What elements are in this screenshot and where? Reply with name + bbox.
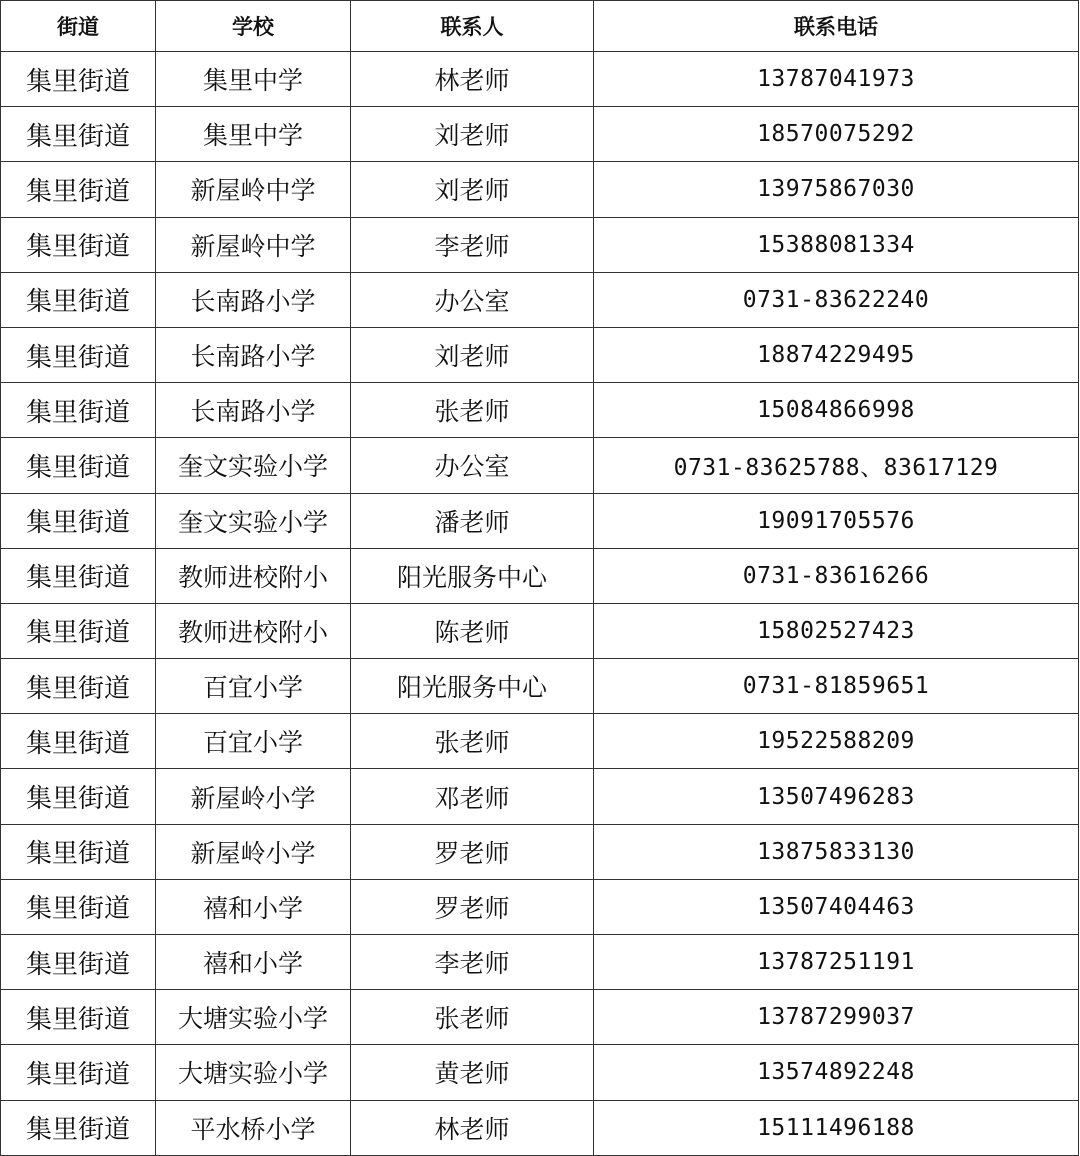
street-cell: 集里街道 <box>1 548 156 603</box>
school-cell: 集里中学 <box>156 107 351 162</box>
table-row <box>1 935 1079 990</box>
phone-cell: 13787299037 <box>594 990 1079 1045</box>
table-row <box>1 714 1079 769</box>
header-street: 街道 <box>1 1 156 52</box>
phone-cell: 19522588209 <box>594 714 1079 769</box>
contact-person-cell: 罗老师 <box>351 824 594 879</box>
table-row <box>1 1045 1079 1100</box>
phone-cell: 18570075292 <box>594 107 1079 162</box>
street-cell: 集里街道 <box>1 493 156 548</box>
table-row <box>1 272 1079 327</box>
contact-person-cell: 邓老师 <box>351 769 594 824</box>
phone-cell: 13507404463 <box>594 879 1079 934</box>
contact-person-cell: 刘老师 <box>351 162 594 217</box>
phone-cell: 15802527423 <box>594 603 1079 658</box>
street-cell: 集里街道 <box>1 769 156 824</box>
table-row <box>1 603 1079 658</box>
street-cell: 集里街道 <box>1 52 156 107</box>
table-row <box>1 769 1079 824</box>
contact-person-cell: 阳光服务中心 <box>351 659 594 714</box>
school-cell: 新屋岭小学 <box>156 824 351 879</box>
school-cell: 教师进校附小 <box>156 603 351 658</box>
contact-person-cell: 林老师 <box>351 52 594 107</box>
street-cell: 集里街道 <box>1 824 156 879</box>
table-row <box>1 990 1079 1045</box>
phone-cell: 18874229495 <box>594 327 1079 382</box>
street-cell: 集里街道 <box>1 438 156 493</box>
table-row <box>1 548 1079 603</box>
street-cell: 集里街道 <box>1 272 156 327</box>
header-contact-person: 联系人 <box>351 1 594 52</box>
contact-person-cell: 办公室 <box>351 438 594 493</box>
contact-person-cell: 黄老师 <box>351 1045 594 1100</box>
street-cell: 集里街道 <box>1 217 156 272</box>
contact-person-cell: 张老师 <box>351 714 594 769</box>
phone-cell: 0731-81859651 <box>594 659 1079 714</box>
street-cell: 集里街道 <box>1 162 156 217</box>
street-cell: 集里街道 <box>1 1100 156 1155</box>
street-cell: 集里街道 <box>1 935 156 990</box>
phone-cell: 13787251191 <box>594 935 1079 990</box>
street-cell: 集里街道 <box>1 1045 156 1100</box>
contact-person-cell: 潘老师 <box>351 493 594 548</box>
table-row <box>1 1100 1079 1155</box>
phone-cell: 15084866998 <box>594 383 1079 438</box>
table-header <box>1 1 1079 52</box>
contact-person-cell: 张老师 <box>351 990 594 1045</box>
contact-person-cell: 刘老师 <box>351 107 594 162</box>
phone-cell: 13975867030 <box>594 162 1079 217</box>
table-row <box>1 327 1079 382</box>
school-cell: 百宜小学 <box>156 714 351 769</box>
contact-person-cell: 刘老师 <box>351 327 594 382</box>
phone-cell: 0731-83616266 <box>594 548 1079 603</box>
table-row <box>1 824 1079 879</box>
school-cell: 长南路小学 <box>156 327 351 382</box>
school-cell: 新屋岭小学 <box>156 769 351 824</box>
school-cell: 奎文实验小学 <box>156 438 351 493</box>
phone-cell: 13787041973 <box>594 52 1079 107</box>
street-cell: 集里街道 <box>1 383 156 438</box>
school-cell: 奎文实验小学 <box>156 493 351 548</box>
school-cell: 大塘实验小学 <box>156 1045 351 1100</box>
street-cell: 集里街道 <box>1 327 156 382</box>
contact-person-cell: 张老师 <box>351 383 594 438</box>
table-row <box>1 162 1079 217</box>
school-cell: 教师进校附小 <box>156 548 351 603</box>
table-row <box>1 217 1079 272</box>
table-row <box>1 383 1079 438</box>
table-row <box>1 493 1079 548</box>
contact-person-cell: 阳光服务中心 <box>351 548 594 603</box>
school-cell: 禧和小学 <box>156 879 351 934</box>
phone-cell: 0731-83625788、83617129 <box>594 438 1079 493</box>
table-row <box>1 438 1079 493</box>
school-cell: 新屋岭中学 <box>156 162 351 217</box>
contact-person-cell: 林老师 <box>351 1100 594 1155</box>
street-cell: 集里街道 <box>1 879 156 934</box>
table-body <box>1 52 1079 1156</box>
school-cell: 平水桥小学 <box>156 1100 351 1155</box>
street-cell: 集里街道 <box>1 107 156 162</box>
street-cell: 集里街道 <box>1 990 156 1045</box>
contact-person-cell: 办公室 <box>351 272 594 327</box>
street-cell: 集里街道 <box>1 603 156 658</box>
school-cell: 长南路小学 <box>156 272 351 327</box>
phone-cell: 13574892248 <box>594 1045 1079 1100</box>
table-row <box>1 659 1079 714</box>
header-school: 学校 <box>156 1 351 52</box>
school-cell: 禧和小学 <box>156 935 351 990</box>
phone-cell: 0731-83622240 <box>594 272 1079 327</box>
table-row <box>1 879 1079 934</box>
contact-person-cell: 罗老师 <box>351 879 594 934</box>
table-row <box>1 107 1079 162</box>
street-cell: 集里街道 <box>1 659 156 714</box>
table-row <box>1 52 1079 107</box>
phone-cell: 19091705576 <box>594 493 1079 548</box>
contact-person-cell: 李老师 <box>351 217 594 272</box>
street-cell: 集里街道 <box>1 714 156 769</box>
contact-person-cell: 陈老师 <box>351 603 594 658</box>
school-cell: 新屋岭中学 <box>156 217 351 272</box>
contact-person-cell: 李老师 <box>351 935 594 990</box>
school-cell: 长南路小学 <box>156 383 351 438</box>
phone-cell: 15111496188 <box>594 1100 1079 1155</box>
school-cell: 大塘实验小学 <box>156 990 351 1045</box>
header-contact-phone: 联系电话 <box>594 1 1079 52</box>
phone-cell: 13507496283 <box>594 769 1079 824</box>
phone-cell: 13875833130 <box>594 824 1079 879</box>
header-row <box>1 1 1079 52</box>
school-cell: 集里中学 <box>156 52 351 107</box>
school-cell: 百宜小学 <box>156 659 351 714</box>
phone-cell: 15388081334 <box>594 217 1079 272</box>
